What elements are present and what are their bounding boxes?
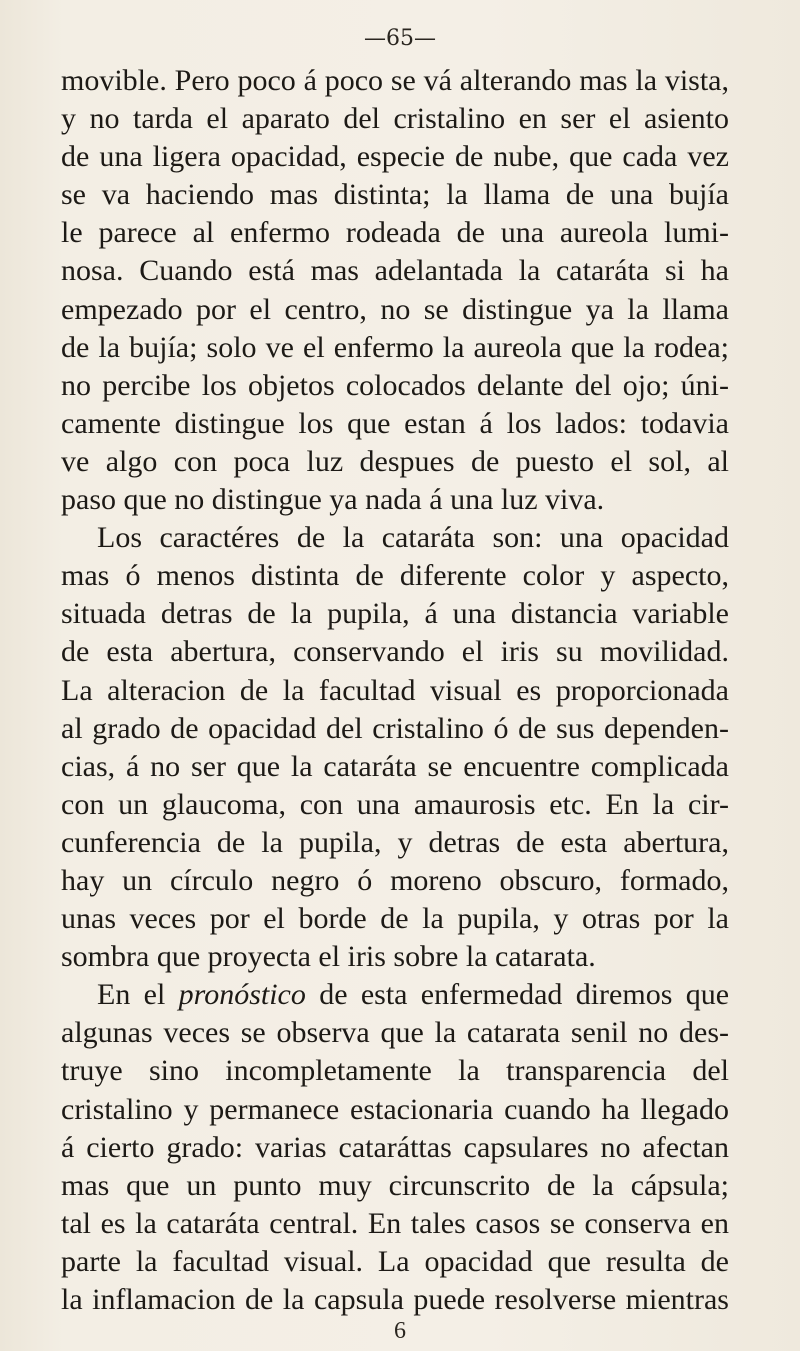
text-line xyxy=(61,976,729,1014)
text-line: á cierto grado: varias cataráttas capsulares no afectan xyxy=(61,1130,729,1164)
text-line: hay un círculo negro ó moreno obscuro, formado, xyxy=(61,863,729,897)
text-line: de esta abertura, conservando el iris su movilidad. xyxy=(61,635,729,669)
text-line: mas ó menos distinta de diferente color y aspecto, xyxy=(61,559,729,593)
text-line: cristalino y permanece estacionaria cuando ha llegado xyxy=(61,1092,729,1126)
text-line: la inflamacion de la capsula puede resolverse mientras xyxy=(61,1283,729,1316)
text-line: cias, á no ser que la cataráta se encuentre complicada xyxy=(61,749,729,783)
text-line: algunas veces se observa que la catarata senil no des- xyxy=(61,1016,729,1050)
text-segment: de esta enfermedad diremos que xyxy=(319,978,730,1012)
page-footer-signature: 6 xyxy=(394,1318,406,1344)
text-line: unas veces por el borde de la pupila, y otras por la xyxy=(61,902,729,936)
text-line: tal es la cataráta central. En tales casos se conserva en xyxy=(61,1206,729,1240)
text-line: empezado por el centro, no se distingue ya la llama xyxy=(61,292,729,326)
text-line: le parece al enfermo rodeada de una aureola lumi- xyxy=(61,216,729,250)
text-line: se va haciendo mas distinta; la llama de una bujía xyxy=(61,178,729,212)
text-line: cunferencia de la pupila, y detras de esta abertura, xyxy=(61,825,729,859)
text-line: paso que no distingue ya nada á una luz viva. xyxy=(61,483,605,517)
text-line: situada detras de la pupila, á una distancia variable xyxy=(61,597,729,631)
text-line: de la bujía; solo ve el enfermo la aureola que la rodea; xyxy=(61,330,729,364)
text-line: mas que un punto muy circunscrito de la cápsula; xyxy=(61,1168,729,1202)
text-line: de una ligera opacidad, especie de nube, que cada vez xyxy=(61,140,729,174)
text-line: Los caractéres de la cataráta son: una opacidad xyxy=(97,521,729,555)
body-text xyxy=(61,62,729,1319)
text-line: al grado de opacidad del cristalino ó de sus dependen- xyxy=(61,711,729,745)
text-line: La alteracion de la facultad visual es proporcionada xyxy=(61,673,729,707)
text-line: truye sino incompletamente la transparencia del xyxy=(61,1054,729,1088)
text-line: con un glaucoma, con una amaurosis etc. En la cir- xyxy=(61,787,729,821)
text-line: sombra que proyecta el iris sobre la catarata. xyxy=(61,940,596,974)
text-line: camente distingue los que estan á los lados: todavia xyxy=(61,406,729,440)
page-number-header: —65— xyxy=(364,26,436,51)
text-line: no percibe los objetos colocados delante del ojo; úni- xyxy=(61,368,729,402)
text-segment: En el xyxy=(97,978,166,1012)
text-line: parte la facultad visual. La opacidad que resulta de xyxy=(61,1244,729,1278)
text-line: y no tarda el aparato del cristalino en ser el asiento xyxy=(61,102,729,136)
text-line: ve algo con poca luz despues de puesto el sol, al xyxy=(61,444,729,478)
text-line: nosa. Cuando está mas adelantada la cataráta si ha xyxy=(61,254,729,288)
text-line: movible. Pero poco á poco se vá alterando mas la vista, xyxy=(61,64,729,97)
italic-term: pronóstico xyxy=(178,978,306,1012)
